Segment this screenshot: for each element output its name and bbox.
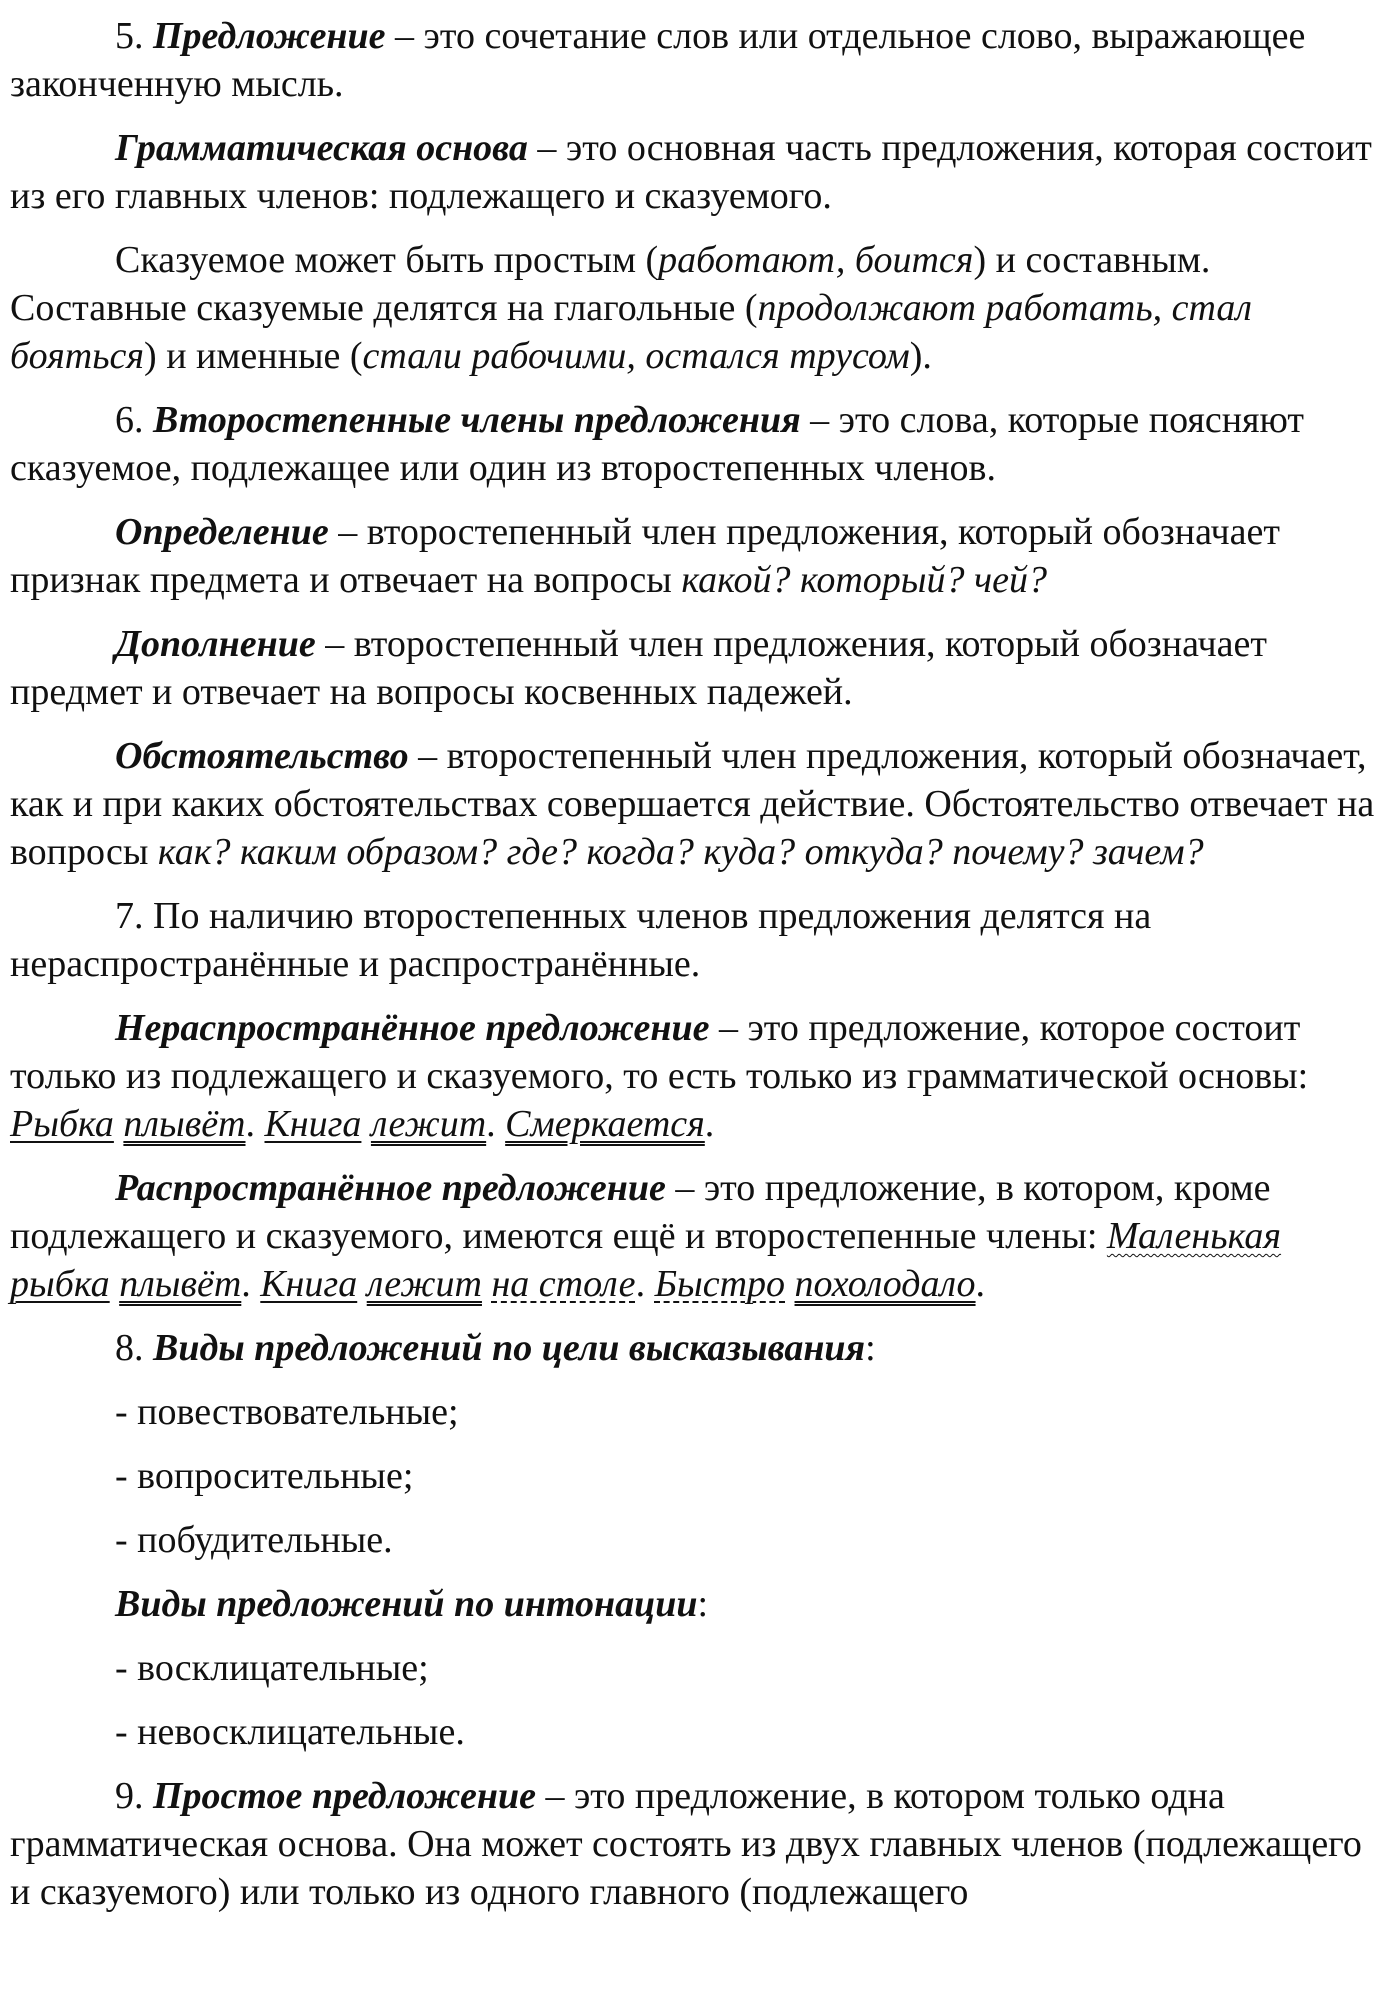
- example-subject: рыбка: [10, 1263, 110, 1305]
- example-predicate: плывёт: [119, 1263, 242, 1305]
- paragraph-extended-sentence: [10, 1164, 1385, 1308]
- list-item: - побудительные.: [115, 1519, 393, 1561]
- attribute-questions: какой? который? чей?: [681, 559, 1047, 601]
- term-unextended-sentence: Нераспространённое предложение: [115, 1007, 710, 1049]
- document-page: [10, 12, 1385, 1932]
- example-simple-predicate: работают, боится: [658, 239, 974, 281]
- paragraph-sentence-definition: [10, 12, 1385, 108]
- list-item: - вопросительные;: [115, 1455, 414, 1497]
- space: [496, 1103, 506, 1145]
- text-fragment: ) и составным. Составные сказуемые делятся на глагольные (: [10, 239, 1211, 329]
- definition-text: – второстепенный член предложения, который обозначает признак предмета и отвечает на вопросы: [10, 511, 1280, 601]
- item-number: 9.: [115, 1775, 153, 1817]
- text-fragment: ).: [909, 335, 932, 377]
- definition-text: – это слова, которые поясняют сказуемое, подлежащее или один из второстепенных членов.: [10, 399, 1305, 489]
- space: [114, 1103, 124, 1145]
- example-predicate: лежит: [366, 1263, 482, 1305]
- space: [361, 1103, 371, 1145]
- term-attribute: Определение: [115, 511, 329, 553]
- example-predicate: лежит: [370, 1103, 487, 1145]
- paragraph-secondary-members: [10, 396, 1385, 492]
- item-number: 5.: [115, 15, 153, 57]
- example-adverbial: Быстро: [654, 1263, 786, 1305]
- space: [785, 1263, 795, 1305]
- example-verbal-predicate: продолжают работать, стал бояться: [10, 287, 1253, 377]
- definition-text: – это предложение, в котором, кроме подлежащего и сказуемого, имеются ещё и второстепенные члены:: [10, 1167, 1271, 1257]
- item-number: 6.: [115, 399, 153, 441]
- text-fragment: ) и именные (: [144, 335, 363, 377]
- space: [645, 1263, 655, 1305]
- term-object: Дополнение: [115, 623, 316, 665]
- colon: :: [697, 1583, 709, 1625]
- paragraph-intonation-types: [10, 1580, 1385, 1628]
- term-extended-sentence: Распространённое предложение: [115, 1167, 666, 1209]
- example-subject: Рыбка: [10, 1103, 114, 1145]
- paragraph-simple-sentence: [10, 1772, 1385, 1916]
- paragraph-grammatical-basis: [10, 124, 1385, 220]
- example-nominal-predicate: стали рабочими, остался трусом: [362, 335, 910, 377]
- period: .: [245, 1103, 255, 1145]
- list-item: - восклицательные;: [115, 1647, 429, 1689]
- paragraph-predicate: [10, 236, 1385, 380]
- example-attribute: Маленькая: [1106, 1215, 1282, 1257]
- definition-text: – второстепенный член предложения, который обозначает предмет и отвечает на вопросы косвенных падежей.: [10, 623, 1267, 713]
- list-item: - невосклицательные.: [115, 1711, 465, 1753]
- list-item: - повествовательные;: [115, 1391, 459, 1433]
- paragraph-unextended-sentence: [10, 1004, 1385, 1148]
- period: .: [975, 1263, 986, 1305]
- paragraph-extension: 7. По наличию второстепенных членов предложения делятся на нераспространённые и распространённые.: [10, 895, 1152, 985]
- space: [251, 1263, 261, 1305]
- space: [110, 1263, 120, 1305]
- space: [255, 1103, 265, 1145]
- period: .: [704, 1103, 715, 1145]
- example-subject: Книга: [260, 1263, 358, 1305]
- term-secondary-members: Второстепенные члены предложения: [153, 399, 801, 441]
- definition-text: – это предложение, в котором только одна грамматическая основа. Она может состоять из двух главных членов (подлежащего и сказуемого) или только из одного главного (подлежащего: [10, 1775, 1362, 1913]
- period: .: [486, 1103, 496, 1145]
- adverbial-questions: как? каким образом? где? когда? куда? откуда? почему? зачем?: [157, 831, 1204, 873]
- paragraph-attribute: [10, 508, 1385, 604]
- period: .: [635, 1263, 646, 1305]
- example-subject: Книга: [264, 1103, 362, 1145]
- colon: :: [865, 1327, 876, 1369]
- term-grammatical-basis: Грамматическая основа: [115, 127, 528, 169]
- term-simple-sentence: Простое предложение: [153, 1775, 536, 1817]
- term-intonation-types: Виды предложений по интонации: [115, 1583, 698, 1625]
- term-sentence: Предложение: [153, 15, 386, 57]
- paragraph-object: [10, 620, 1385, 716]
- definition-text: – это основная часть предложения, которая состоит из его главных членов: подлежащего и сказуемого.: [10, 127, 1372, 217]
- term-purpose-types: Виды предложений по цели высказывания: [153, 1327, 866, 1369]
- example-predicate: плывёт: [123, 1103, 246, 1145]
- period: .: [241, 1263, 251, 1305]
- example-predicate: похолодало: [794, 1263, 976, 1305]
- paragraph-adverbial: [10, 732, 1385, 876]
- example-predicate: Смеркается: [505, 1103, 705, 1145]
- definition-text: – второстепенный член предложения, который обозначает, как и при каких обстоятельствах совершается действие. Обстоятельство отвечает на вопросы: [10, 735, 1375, 873]
- definition-text: – это предложение, которое состоит только из подлежащего и сказуемого, то есть только из грамматической основы:: [10, 1007, 1309, 1097]
- example-adverbial: на столе: [491, 1263, 636, 1305]
- text-fragment: Сказуемое может быть простым (: [115, 239, 659, 281]
- definition-text: – это сочетание слов или отдельное слово, выражающее законченную мысль.: [10, 15, 1306, 105]
- item-number: 8.: [115, 1327, 153, 1369]
- term-adverbial: Обстоятельство: [115, 735, 409, 777]
- space: [357, 1263, 367, 1305]
- paragraph-purpose-types: [10, 1324, 1385, 1372]
